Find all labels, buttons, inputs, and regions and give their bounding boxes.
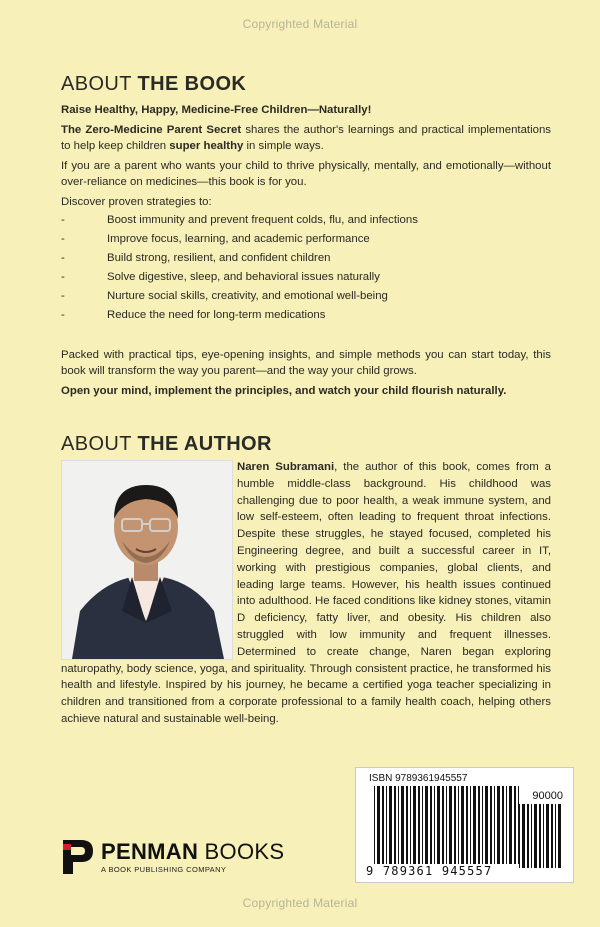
list-item: - Solve digestive, sleep, and behavioral issues naturally xyxy=(61,271,380,283)
penman-logo-icon xyxy=(61,838,95,876)
author-photo xyxy=(61,460,233,660)
strategy-list xyxy=(61,211,551,325)
price-code: 90000 xyxy=(532,790,563,802)
barcode-main-icon xyxy=(374,786,524,864)
book-tagline: Raise Healthy, Happy, Medicine-Free Children—Naturally! xyxy=(61,104,372,116)
author-bio: Naren Subramani, the author of this book, comes from a humble middle-class background. His childhood was challenging due to poor health, a weak immune system, and low self-esteem, often leading to frequent throat infections. Despite these struggles, he stayed focused, completed his Engineering degree, and built a successful career in IT, working with prestigious companies, global clients, and leading large teams. However, his health issues continued into adulthood. He faced conditions like kidney stones, vitamin D deficiency, fatty liver, and obesity. His children also struggled with low immunity and frequent illnesses. Determined to create change, Naren began exploring naturopathy, body science, yoga, and spirituality. Through consistent practice, he transformed his health and lifestyle. Inspired by his journey, he became a certified yoga teacher specializing in children and transitioned from a corporate professional to a family health coach, helping others achieve natural and sustainable well-being. xyxy=(61,461,551,725)
watermark-bottom: Copyrighted Material xyxy=(242,896,358,910)
isbn-digits: 9 789361 945557 xyxy=(366,864,493,878)
about-author-section xyxy=(61,432,551,725)
author-name: Naren Subramani xyxy=(237,461,335,473)
parent-line: If you are a parent who wants your child to thrive physically, mentally, and emotionally—without over-reliance on medicines—this book is for you. xyxy=(61,160,551,188)
watermark-top: Copyrighted Material xyxy=(242,17,358,31)
list-item: - Build strong, resilient, and confident children xyxy=(61,252,331,264)
list-item: - Reduce the need for long-term medications xyxy=(61,309,326,321)
packed-paragraph: Packed with practical tips, eye-opening insights, and simple methods you can start today, this book will transform the way you parent—and the way your child grows. xyxy=(61,349,551,377)
closing-line: Open your mind, implement the principles, and watch your child flourish naturally. xyxy=(61,385,507,397)
author-portrait-icon xyxy=(62,461,232,659)
publisher-name: PENMAN BOOKS xyxy=(101,838,285,864)
barcode-addon-icon xyxy=(519,804,565,868)
about-book-section xyxy=(61,72,551,403)
list-item: - Improve focus, learning, and academic performance xyxy=(61,233,370,245)
list-item: - Nurture social skills, creativity, and emotional well-being xyxy=(61,290,388,302)
publisher-logo xyxy=(61,838,284,876)
about-book-title: ABOUT THE BOOK xyxy=(61,73,247,95)
book-intro: The Zero-Medicine Parent Secret shares the author's learnings and practical implementations to help keep children super healthy in simple ways. xyxy=(61,124,551,152)
publisher-subtitle: A BOOK PUBLISHING COMPANY xyxy=(101,864,227,874)
discover-line: Discover proven strategies to: xyxy=(61,196,212,208)
list-item: - Boost immunity and prevent frequent colds, flu, and infections xyxy=(61,214,418,226)
isbn-barcode xyxy=(355,767,574,883)
about-author-title: ABOUT THE AUTHOR xyxy=(61,433,272,455)
isbn-label: ISBN 9789361945557 xyxy=(369,773,468,784)
